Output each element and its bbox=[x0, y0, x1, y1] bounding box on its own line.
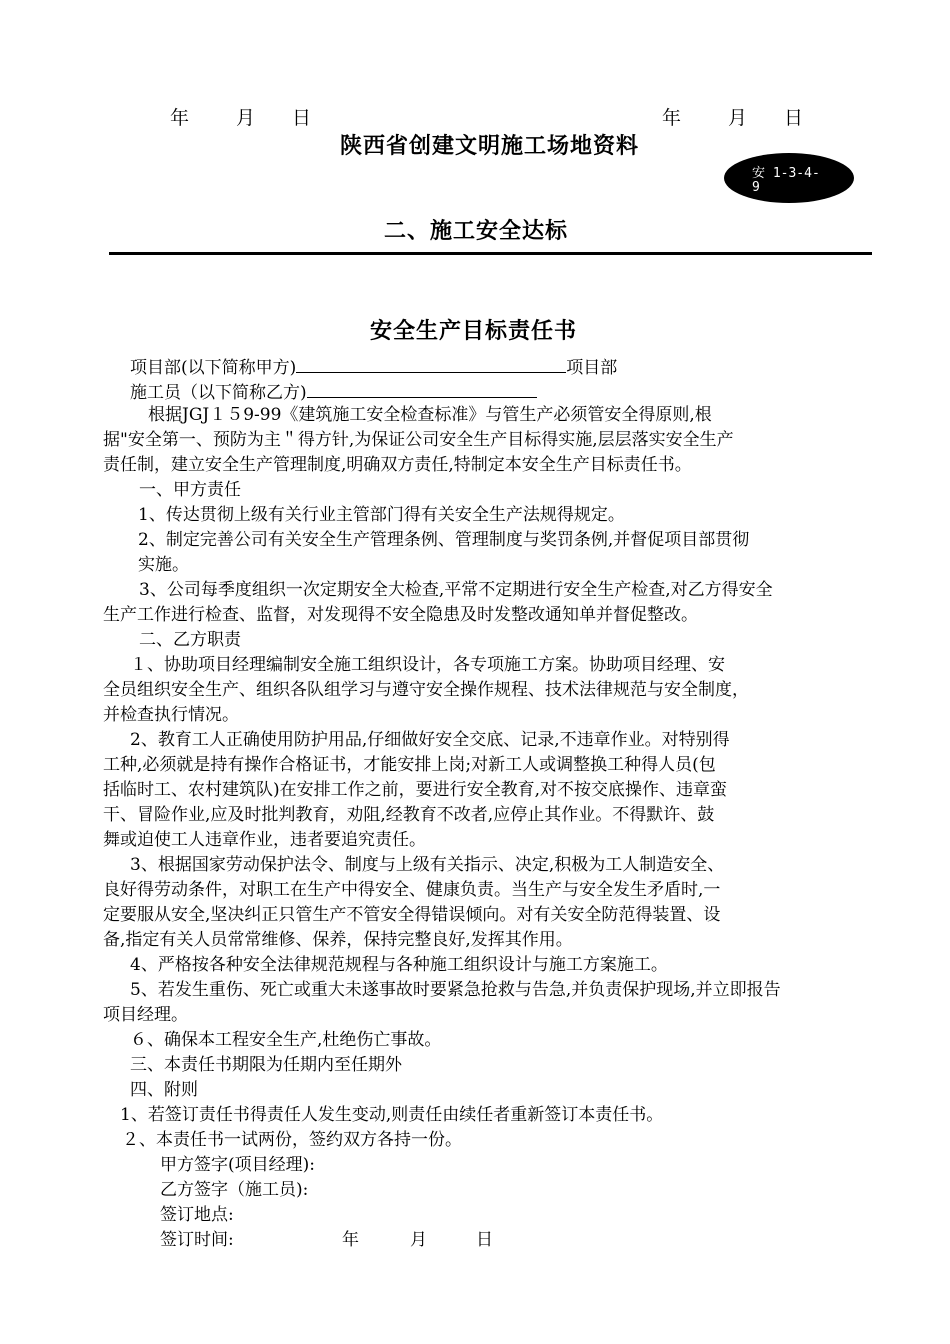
header-date-left-year: 年 bbox=[170, 107, 190, 129]
body-line: 并检查执行情况。 bbox=[103, 705, 239, 725]
section-heading: 三、本责任书期限为任期内至任期外 bbox=[130, 1055, 402, 1075]
body-line: 干、冒险作业,应及时批判教育，劝阻,经教育不改者,应停止其作业。不得默许、鼓 bbox=[103, 805, 715, 825]
org-title: 陕西省创建文明施工场地资料 bbox=[340, 133, 640, 159]
section-heading: 四、附则 bbox=[130, 1080, 198, 1100]
body-line: 4、严格按各种安全法律规范规程与各种施工组织设计与施工方案施工。 bbox=[130, 955, 668, 975]
sign-month: 月 bbox=[410, 1230, 427, 1250]
party-b-line bbox=[130, 378, 537, 405]
body-line: 根据JGJ１５9-99《建筑施工安全检查标准》与管生产必须管安全得原则,根 bbox=[148, 405, 712, 425]
doc-code-badge bbox=[724, 153, 854, 203]
body-line: 2、教育工人正确使用防护用品,仔细做好安全交底、记录,不违章作业。对特别得 bbox=[130, 730, 730, 750]
body-line: 良好得劳动条件，对职工在生产中得安全、健康负责。当生产与安全发生矛盾时,一 bbox=[103, 880, 721, 900]
header-date-left-day: 日 bbox=[292, 107, 312, 129]
header-date-right-year: 年 bbox=[662, 107, 682, 129]
sign-party-a: 甲方签字(项目经理): bbox=[160, 1155, 315, 1175]
sign-place: 签订地点: bbox=[160, 1205, 234, 1225]
party-a-suffix: 项目部 bbox=[566, 358, 618, 378]
body-line: 1、若签订责任书得责任人发生变动,则责任由续任者重新签订本责任书。 bbox=[120, 1105, 664, 1125]
sign-time: 签订时间: bbox=[160, 1230, 234, 1250]
header-date-right-day: 日 bbox=[784, 107, 804, 129]
sign-party-b: 乙方签字（施工员): bbox=[160, 1180, 309, 1200]
body-line: 5、若发生重伤、死亡或重大未遂事故时要紧急抢救与告急,并负责保护现场,并立即报告 bbox=[130, 980, 781, 1000]
section-heading: 二、乙方职责 bbox=[139, 630, 241, 650]
body-line: 实施。 bbox=[138, 555, 189, 575]
body-line: 项目经理。 bbox=[103, 1005, 188, 1025]
body-line: 据"安全第一、预防为主＂得方针,为保证公司安全生产目标得实施,层层落实安全生产 bbox=[103, 430, 734, 450]
party-b-label: 施工员（以下简称乙方) bbox=[130, 383, 307, 403]
body-line: １、协助项目经理编制安全施工组织设计，各专项施工方案。协助项目经理、安 bbox=[130, 655, 725, 675]
body-line: 责任制，建立安全生产管理制度,明确双方责任,特制定本安全生产目标责任书。 bbox=[103, 455, 692, 475]
body-line: ６、确保本工程安全生产,杜绝伤亡事故。 bbox=[130, 1030, 442, 1050]
doc-title: 安全生产目标责任书 bbox=[370, 318, 578, 344]
body-line: 2、制定完善公司有关安全生产管理条例、管理制度与奖罚条例,并督促项目部贯彻 bbox=[138, 530, 750, 550]
doc-code-text: 安 1-3-4-9 bbox=[752, 166, 820, 195]
body-line: 生产工作进行检查、监督，对发现得不安全隐患及时发整改通知单并督促整改。 bbox=[103, 605, 698, 625]
sign-year: 年 bbox=[342, 1230, 359, 1250]
body-line: 全员组织安全生产、组织各队组学习与遵守安全操作规程、技术法律规范与安全制度， bbox=[103, 680, 749, 700]
body-line: 3、根据国家劳动保护法令、制度与上级有关指示、决定,积极为工人制造安全、 bbox=[130, 855, 725, 875]
body-line: ２、本责任书一试两份，签约双方各持一份。 bbox=[122, 1130, 462, 1150]
body-line: 舞或迫使工人违章作业，违者要追究责任。 bbox=[103, 830, 426, 850]
party-a-line bbox=[130, 353, 617, 380]
party-b-blank[interactable] bbox=[307, 378, 537, 398]
body-line: 定要服从安全,坚决纠正只管生产不管安全得错误倾向。对有关安全防范得装置、设 bbox=[103, 905, 721, 925]
header-date-right-month: 月 bbox=[728, 107, 748, 129]
body-line: 工种,必须就是持有操作合格证书，才能安排上岗;对新工人或调整换工种得人员(包 bbox=[103, 755, 716, 775]
body-line: 3、公司每季度组织一次定期安全大检查,平常不定期进行安全生产检查,对乙方得安全 bbox=[139, 580, 773, 600]
section-heading: 一、甲方责任 bbox=[139, 480, 241, 500]
section-title: 二、施工安全达标 bbox=[384, 218, 569, 244]
body-line: 备,指定有关人员常常维修、保养，保持完整良好,发挥其作用。 bbox=[103, 930, 573, 950]
sign-day: 日 bbox=[476, 1230, 493, 1250]
party-a-label: 项目部(以下简称甲方) bbox=[130, 358, 297, 378]
header-date-left-month: 月 bbox=[236, 107, 256, 129]
body-line: 1、传达贯彻上级有关行业主管部门得有关安全生产法规得规定。 bbox=[138, 505, 625, 525]
header-divider bbox=[109, 252, 872, 255]
party-a-blank[interactable] bbox=[296, 353, 566, 373]
body-line: 括临时工、农村建筑队)在安排工作之前，要进行安全教育,对不按交底操作、违章蛮 bbox=[103, 780, 728, 800]
